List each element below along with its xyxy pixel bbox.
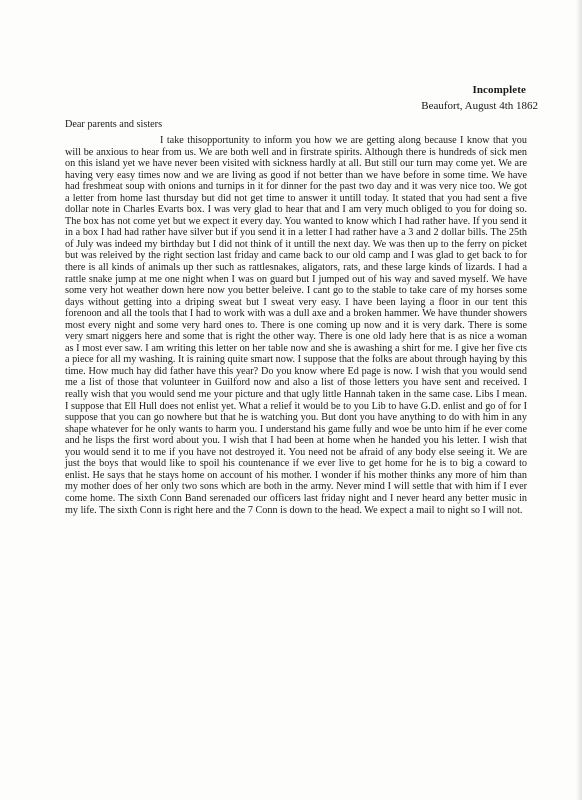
letter-body: I take thisopportunity to inform you how we are getting along because I know that you will be anxious to hear from us. We are both well and in firstrate spirits. Although there is hundreds of sick men on this island yet we have never been visited with sickness hardly at all. But still our turn may come yet. We are having very easy times now and we are living as good if not better than we have before in some time. We have had freshmeat soup with onions and turnips in it for dinner for the past two day and it was very nice too. We got a letter from home last thursday but did not get time to answer it untill today. It stated that you had sent a five dollar note in Charles Evarts box. I was very glad to hear that and I am very much obliged to you for doing so. The box has not come yet but we expect it every day. You wanted to know which I had rather have. If you send it in a box I had had rather have silver but if you send it in a letter I had rather have a 3 and 2 dollar bills. The 25th of July was indeed my birthday but I did not think of it untill the next day. We was then up to the ferry on picket but was releived by the right section last friday and came back to our old camp and I was glad to get back to for there is all kinds of animals up ther such as rattlesnakes, aligators, rats, and these large kinds of lizards. I had a rattle snake jump at me one night when I was on guard but I jumped out of his way and saved myself. We have some very hot weather down here now you better beleive. I cant go to the stable to take care of my horses some days without getting into a driping sweat but I sweat very easy. I have been laying a floor in our tent this forenoon and all the tools that I had to work with was a dull axe and a broken hammer. We have thunder showers most every night and some very hard ones to. There is one coming up now and it is very dark. There is some very smart niggers here and some that is right the other way. There is one old lady here that is as nice a woman as I most ever saw. I am writing this letter on her table now and she is awashing a shirt for me. I give her five cts a piece for all my washing. It is raining quite smart now. I suppose that the folks are about through haying by this time. How much hay did father have this year? Do you know where Ed page is now. I wish that you would send me a list of those that volunteer in Guilford now and also a list of those letters you have sent and received. I really wish that you would send me your picture and that ugly little Hannah taken in the same case. Libs I mean. I suppose that Ell Hull does not enlist yet. What a relief it would be to you Lib to have G.D. enlist and go of for I suppose that you can go nowhere but that he is watching you. But dont you have anything to do with him in any shape whatever for he only wants to harm you. I understand his game fully and woe be unto him if he ever come and he lisps the first word about you. I wish that I had been at home when he handed you his letter. I wish that you would send it to me if you have not destroyed it. You need not be afraid of any body else seeing it. We are just the boys that would like to spoil his countenance if we ever live to get home for he is to big a coward to enlist. He says that he stays home on account of his mother. I wonder if his mother thinks any more of him than my mother does of her only two sons which are both in the army. Never mind I will settle that with him if I ever come home. The sixth Conn Band serenaded our officers last friday night and I never heard any better music in my life. The sixth Conn is right here and the 7 Conn is down to the head. We expect a mail to night so I will not.	[65, 135, 527, 516]
transcription-status: Incomplete	[472, 84, 526, 96]
letter-salutation: Dear parents and sisters	[65, 119, 163, 130]
letter-dateline: Beaufort, August 4th 1862	[421, 100, 538, 112]
